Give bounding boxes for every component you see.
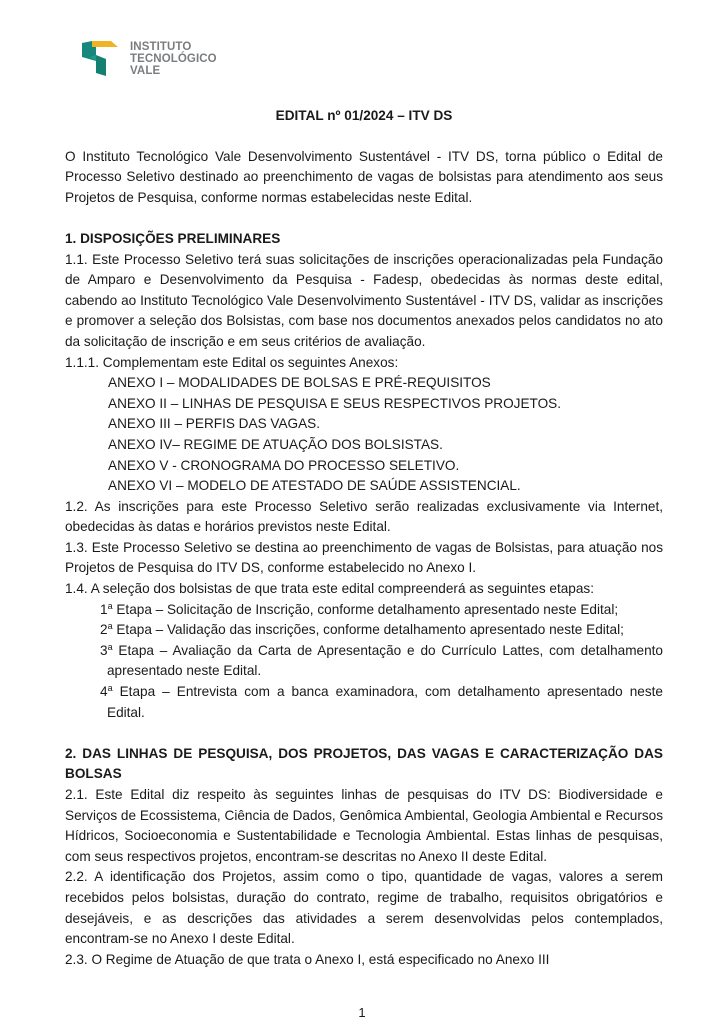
step-text: Etapa – Entrevista com a banca examinadora, com detalhamento apresentado neste Edital. [107,684,663,720]
annex-item: ANEXO II – LINHAS DE PESQUISA E SEUS RESPECTIVOS PROJETOS. [108,395,562,411]
annex-item: ANEXO I – MODALIDADES DE BOLSAS E PRÉ-REQUISITOS [108,375,491,391]
step-text: Etapa – Solicitação de Inscrição, conforme detalhamento apresentado neste Edital; [112,601,619,617]
annex-item: ANEXO VI – MODELO DE ATESTADO DE SAÚDE ASSISTENCIAL. [108,478,521,494]
annex-list [65,373,663,497]
step-item [100,641,663,682]
spacer [65,208,663,229]
spacer [65,723,663,744]
paragraph-1-1: 1.1. Este Processo Seletivo terá suas solicitações de inscrições operacionalizadas pela Fundação de Amparo e Desenvolvimento da Pesquisa - Fadesp, obedecidas às normas deste edital, cabendo ao Instituto Tecnológico Vale Desenvolvimento Sustentável - ITV DS, validar as inscrições e promover a seleção dos Bolsistas, com base nos documentos anexados pelos candidatos no ato da solicitação de inscrição e em seus critérios de avaliação. [65,251,663,349]
annex-item: ANEXO IV– REGIME DE ATUAÇÃO DOS BOLSISTAS. [108,436,443,452]
step-item [100,600,663,621]
paragraph-2-1: 2.1. Este Edital diz respeito às seguintes linhas de pesquisas do ITV DS: Biodiversidade e Serviços de Ecossistema, Ciência de Dados, Genômica Ambiental, Geologia Ambiental e Recursos Hídricos, Socioeconomia e Sustentabilidade e Tecnologia Ambiental. Estas linhas de pesquisas, com seus respectivos projetos, encontram-se descritas no Anexo II deste Edital. [65,787,663,864]
step-text: Etapa – Avaliação da Carta de Apresentação e do Currículo Lattes, com detalhamento apresentado neste Edital. [107,642,663,679]
paragraph-1-2: 1.2. As inscrições para este Processo Seletivo serão realizadas exclusivamente via Internet, obedecidas às datas e horários previstos neste Edital. [65,498,663,535]
logo-line-tecnologico: TECNOLÓGICO [130,53,217,65]
step-item [100,620,663,641]
selection-steps-list [65,600,663,724]
step-number: 3$^a$ [100,641,113,658]
paragraph-1-4: 1.4. A seleção dos bolsistas de que trata este edital compreenderá as seguintes etapas: [65,581,594,597]
paragraph-2-3: 2.3. O Regime de Atuação de que trata o Anexo I, está especificado no Anexo III [65,951,550,967]
step-number: 1$^a$ [100,600,113,617]
annex-item: ANEXO III – PERFIS DAS VAGAS. [108,416,321,432]
section-1-heading: 1. DISPOSIÇÕES PRELIMINARES [65,230,281,246]
step-number: 4$^a$ [100,683,113,700]
page-number: 1 [358,1005,366,1020]
itv-logo [82,40,222,80]
paragraph-1-3: 1.3. Este Processo Seletivo se destina ao preenchimento de vagas de Bolsistas, para atuação nos Projetos de Pesquisa do ITV DS, conforme estabelecido no Anexo I. [65,539,663,576]
step-item [100,682,663,723]
intro-paragraph: O Instituto Tecnológico Vale Desenvolvimento Sustentável - ITV DS, torna público o Edital de Processo Seletivo destinado ao preenchimento de vagas de bolsistas para atendimento aos seus Projetos de Pesquisa, conforme normas estabelecidas neste Edital. [65,148,663,205]
document-title: EDITAL nº 01/2024 – ITV DS [275,108,453,123]
section-2-heading: 2. DAS LINHAS DE PESQUISA, DOS PROJETOS, DAS VAGAS E CARACTERIZAÇÃO DAS BOLSAS [65,745,663,782]
logo-line-instituto: INSTITUTO [130,41,192,53]
step-text: Etapa – Validação das inscrições, conforme detalhamento apresentado neste Edital; [112,622,624,638]
itv-logo-mark-icon [82,40,122,78]
logo-line-vale: VALE [130,65,161,77]
document-page [65,106,663,970]
paragraph-1-1-1: 1.1.1. Complementam este Edital os seguintes Anexos: [65,354,399,370]
annex-item: ANEXO V - CRONOGRAMA DO PROCESSO SELETIVO. [108,457,460,473]
itv-logo-text [130,41,217,77]
paragraph-2-2: 2.2. A identificação dos Projetos, assim como o tipo, quantidade de vagas, valores a serem recebidos pelos bolsistas, duração do contrato, regime de trabalho, requisitos obrigatórios e desejáveis, e as descrições das atividades a serem desenvolvidas pelos contemplados, encontram-se no Anexo I deste Edital. [65,869,663,947]
step-number: 2$^a$ [100,621,113,638]
